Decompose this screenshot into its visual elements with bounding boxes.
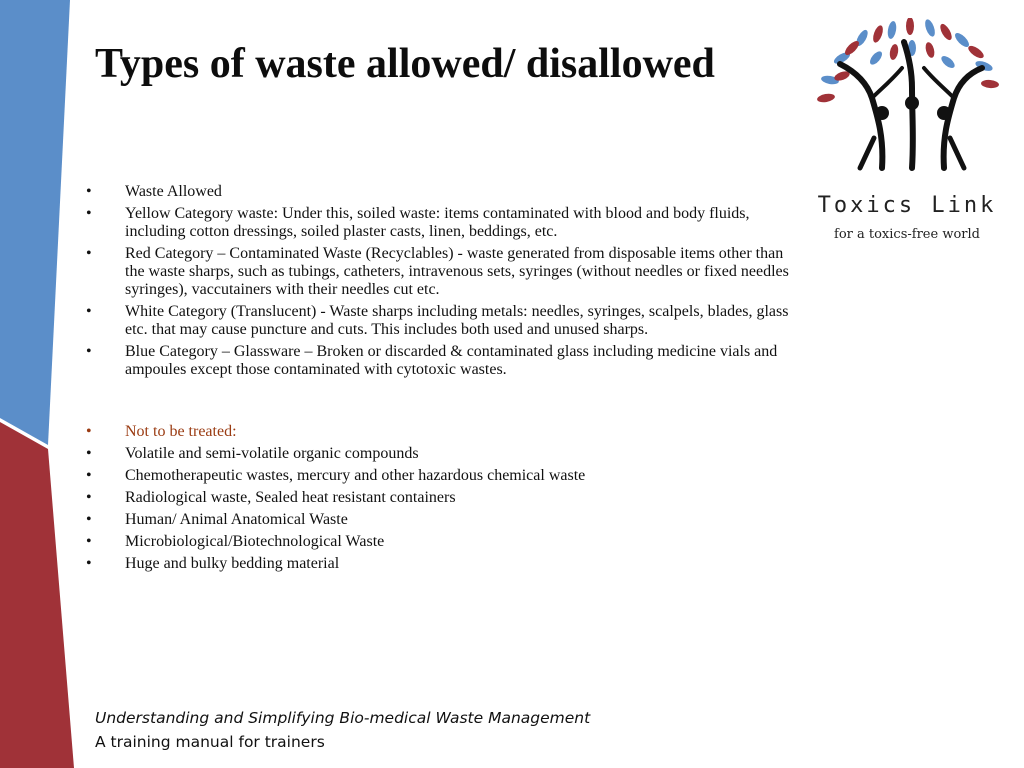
toxics-link-logo xyxy=(812,18,1002,242)
allowed-waste-list xyxy=(86,183,806,383)
tree-people-logo-icon xyxy=(812,18,1002,178)
side-decoration xyxy=(0,0,80,768)
list-item-bulky-bedding: • Huge and bulky bedding material xyxy=(86,555,806,573)
list-item-red-category: • Red Category – Contaminated Waste (Recyclables) - waste generated from disposable items other than the waste sharps, such as tubings, catheters, intravenous sets, syringes (without needles or fixed needles syringes), vaccutainers with their needles cut etc. xyxy=(86,245,806,299)
list-item-anatomical: • Human/ Animal Anatomical Waste xyxy=(86,511,806,529)
list-item-blue-category: • Blue Category – Glassware – Broken or discarded & contaminated glass including medicine vials and ampoules except those contaminated with cytotoxic wastes. xyxy=(86,343,806,379)
list-item-white-category: • White Category (Translucent) - Waste sharps including metals: needles, syringes, scalpels, blades, glass etc. that may cause puncture and cuts. This includes both used and unused sharps. xyxy=(86,303,806,339)
logo-tagline: for a toxics-free world xyxy=(834,227,980,242)
list-item-yellow-category: • Yellow Category waste: Under this, soiled waste: items contaminated with blood and body fluids, including cotton dressings, soiled plaster casts, linen, beddings, etc. xyxy=(86,205,806,241)
logo-name: Toxics Link xyxy=(817,193,997,218)
list-item-radiological: • Radiological waste, Sealed heat resistant containers xyxy=(86,489,806,507)
list-item-chemotherapeutic: • Chemotherapeutic wastes, mercury and other hazardous chemical waste xyxy=(86,467,806,485)
list-item-volatile-compounds: • Volatile and semi-volatile organic compounds xyxy=(86,445,806,463)
footer xyxy=(95,706,590,754)
red-side-band xyxy=(0,422,74,768)
list-item-microbiological: • Microbiological/Biotechnological Waste xyxy=(86,533,806,551)
list-item-not-to-be-treated: • Not to be treated: xyxy=(86,423,806,441)
blue-side-band xyxy=(0,0,70,445)
disallowed-waste-list xyxy=(86,423,806,577)
footer-manual-subtitle: A training manual for trainers xyxy=(95,733,325,751)
footer-manual-title: Understanding and Simplifying Bio-medical Waste Management xyxy=(95,709,591,727)
list-item-waste-allowed: • Waste Allowed xyxy=(86,183,806,201)
slide-title: Types of waste allowed/ disallowed xyxy=(95,41,715,87)
